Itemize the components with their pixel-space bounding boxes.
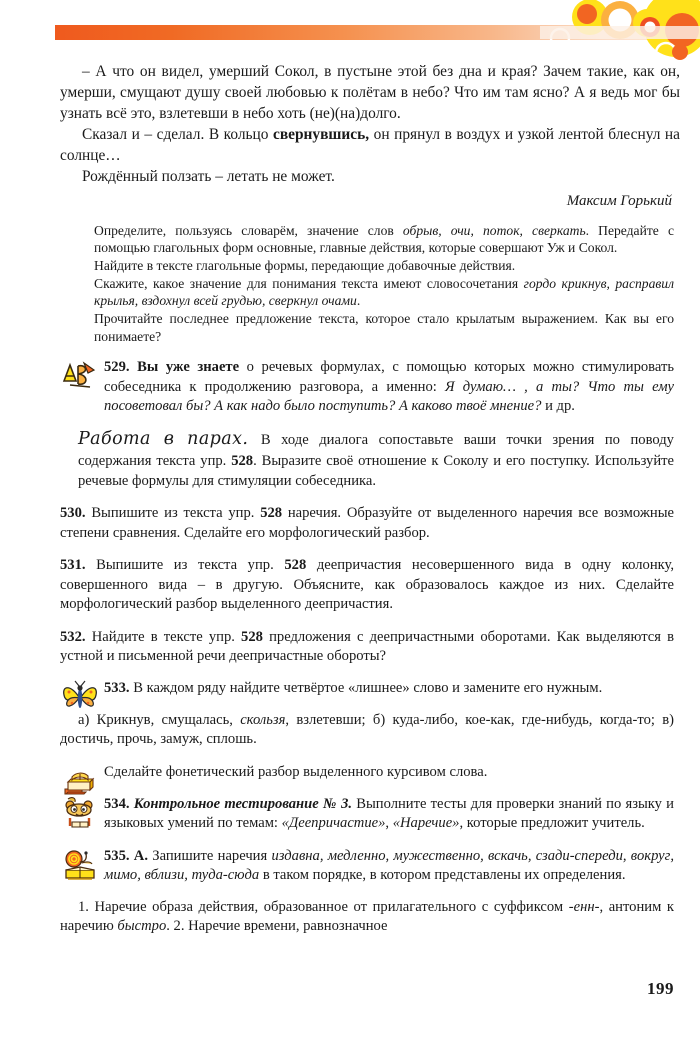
exercise-529-formulas: Я думаю… , а ты? Что ты ему посоветовал бы? А как надо было поступить? А каково твоё мнение? [104, 378, 674, 415]
excerpt-attribution: Максим Горький [566, 192, 672, 209]
task-text-before: Найдите в тексте глагольные формы, передающие добавочные действия. [94, 257, 516, 273]
exercise-530-text [60, 504, 674, 543]
exercise-532-after: предложения с деепричастными оборотами. Как выделяются в устной и письменной речи деепричастные обороты? [60, 628, 674, 664]
exercise-534-text [104, 795, 674, 834]
phonetic-task-text: Сделайте фонетический разбор выделенного курсивом слова. [104, 763, 488, 780]
exercise-number: 533. [104, 680, 130, 697]
exercise-535-after: в таком порядке, в котором представлены их определения. [259, 867, 626, 884]
task-text-before: Скажите, какое значение для понимания текста имеют словосочетания [94, 275, 524, 291]
header-circles-graphic [540, 0, 700, 62]
page-content [0, 62, 700, 936]
exercise-number: 535. [104, 847, 130, 864]
excerpt-p2-after: он прянул в воздух и узкой лентой блеснул на солнце… [60, 125, 680, 164]
phonetic-analysis-task [60, 763, 680, 782]
excerpt-paragraph-2 [60, 125, 680, 167]
exercise-532 [60, 628, 680, 667]
exercise-531-text [60, 556, 674, 614]
task-text-after: . Передайте с помощью глагольных форм основные, главные действия, которые совершают Уж и Сокол. [94, 222, 674, 256]
task-item [94, 257, 674, 275]
exercise-534-topic-1: «Деепричастие» [281, 815, 386, 832]
excerpt-p2-before: Сказал и – сделал. В кольцо [82, 125, 273, 143]
exercise-number: 532. [60, 628, 86, 645]
exercise-529-part1: о речевых формулах, с помощью которых можно стимулировать собеседника к продолжению разговора, а именно: [104, 359, 675, 395]
item-b-label: б) [372, 711, 393, 728]
definition-middle: , антоним к наречию [60, 898, 674, 934]
exercise-533 [60, 679, 680, 698]
bear-character-icon [60, 796, 100, 832]
colorful-letters-icon [60, 359, 100, 395]
task-item [94, 275, 674, 310]
exercise-529-lead: Вы уже знаете [137, 359, 240, 376]
exercise-number: 534. [104, 795, 130, 812]
exercise-number: 529. [104, 359, 130, 376]
exercise-number: 530. [60, 505, 86, 522]
exercise-535 [60, 847, 680, 886]
excerpt-paragraph-1: – А что он видел, умерший Сокол, в пустыне этой без дна и края? Зачем такие, как он, умерши, смущают душу своей любовью к полётам в небо? Что им там ясно? А я ведь мог бы узнать всё это, взлетевши в небо хоть (не)(на)долго. [60, 63, 680, 122]
task-text-before: Определите, пользуясь словарём, значение слов [94, 222, 403, 238]
exercise-535-text [104, 847, 674, 886]
definition-suffix: -енн- [568, 898, 600, 915]
task-text-after: . [356, 293, 361, 309]
exercise-529-text [104, 358, 674, 416]
pair-work-exercise-ref: 528 [231, 452, 254, 469]
definition-antonym: быстро [117, 917, 167, 934]
exercise-535-part-label: А. [129, 847, 148, 864]
item-a-part1: Крикнув, смущалась, [96, 711, 241, 728]
item-a-italic-word: скользя [240, 711, 286, 728]
task-item [94, 222, 674, 257]
pair-work-script-label: Работа в парах. [78, 428, 249, 449]
exercise-number: 531. [60, 557, 86, 574]
item-a-part2: , взлетевши; [285, 711, 373, 728]
exercise-530-after: наречия. Образуйте от выделенного наречия все возможные степени сравнения. Сделайте его морфологический разбор. [60, 505, 674, 541]
exercise-531-ref: 528 [284, 557, 307, 574]
exercise-529-part2: и др. [541, 398, 575, 415]
exercise-534-topic-2: «Наречие» [392, 815, 460, 832]
exercise-531-after: деепричастия несовершенного вида в одну колонку, совершенного вида – в другую. Объясните, как образовалось каждое из них. Сделайте морфологический разбор выделенного деепричастия. [60, 557, 674, 613]
definition-before-1: 1. Наречие образа действия, образованное от прилагательного с суффиксом [78, 898, 569, 915]
exercise-532-text [60, 628, 674, 667]
exercise-533-items [60, 711, 680, 750]
snail-with-book-icon [60, 848, 100, 884]
pair-work-block [60, 428, 680, 492]
exercise-530-before: Выпишите из текста упр. [85, 505, 261, 522]
item-c-text: достичь, прочь, замуж, сплошь. [60, 731, 257, 748]
excerpt-p2-bold-word: свернувшись, [273, 125, 370, 143]
exercise-530-ref: 528 [260, 505, 283, 522]
item-b-text: куда-либо, кое-как, где-нибудь, когда-то; [392, 711, 663, 728]
definition-after: . 2. Наречие времени, равнозначное [166, 917, 388, 934]
exercise-535-adverbs: издавна, медленно, мужественно, вскачь, сзади-спереди, вокруг, мимо, вблизи, туда-сюда [104, 847, 674, 884]
exercise-534-part1: Выполните тесты для проверки знаний по языку и языковых умений по темам: [104, 795, 674, 832]
pair-work-before: В ходе диалога сопоставьте ваши точки зрения по поводу содержания текста упр. [78, 431, 674, 469]
exercise-534-part2: , которые предложит учитель. [459, 815, 645, 832]
exercise-529 [60, 358, 680, 416]
exercise-535-before: Запишите наречия [148, 847, 272, 864]
item-c-label: в) [662, 711, 674, 728]
exercise-532-ref: 528 [241, 628, 263, 645]
page-number: 199 [647, 979, 674, 998]
exercise-534-title: Контрольное тестирование № 3. [133, 795, 353, 812]
exercise-530 [60, 504, 680, 543]
exercise-531 [60, 556, 680, 614]
task-item [94, 310, 674, 345]
task-text-before: Прочитайте последнее предложение текста, которое стало крылатым выражением. Как вы его понимаете? [94, 310, 674, 344]
exercise-533-body: В каждом ряду найдите четвёртое «лишнее» слово и замените его нужным. [129, 680, 603, 697]
exercise-534-separator: , [385, 815, 393, 832]
exercise-532-before: Найдите в тексте упр. [85, 628, 242, 645]
comprehension-task-block [60, 222, 680, 346]
exercise-534 [60, 795, 680, 834]
excerpt-paragraph-3: Рождённый ползать – летать не может. [82, 167, 335, 185]
exercise-533-text [104, 679, 674, 698]
pair-work-after: . Выразите своё отношение к Соколу и его поступку. Используйте речевые формулы для стимуляции собеседника. [78, 452, 674, 489]
butterfly-icon [60, 680, 100, 716]
page-header-decoration [0, 0, 700, 62]
task-text-italic: обрыв, очи, поток, сверкать [402, 222, 586, 238]
exercise-531-before: Выпишите из текста упр. [85, 557, 285, 574]
definitions-paragraph [60, 898, 680, 937]
item-a-label: а) [78, 711, 97, 728]
task-text-italic: гордо крикнув, расправил крылья, вздохнул всей грудью, сверкнул очами [94, 275, 674, 309]
